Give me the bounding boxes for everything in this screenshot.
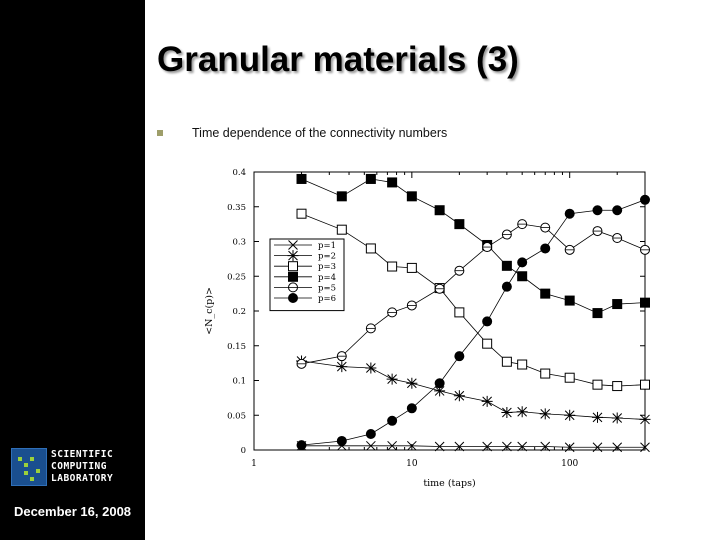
data-point-p4 (366, 174, 375, 183)
data-point-p2 (336, 361, 347, 372)
data-point-p2 (540, 408, 551, 419)
data-point-p6 (297, 441, 306, 450)
data-point-p6 (455, 352, 464, 361)
y-tick-label: 0.1 (232, 376, 246, 387)
data-point-p3 (297, 209, 306, 218)
data-point-p4 (337, 192, 346, 201)
series-line-1 (302, 446, 645, 447)
y-tick-label: 0.3 (232, 237, 246, 248)
data-point-p3 (483, 339, 492, 348)
series-line-3 (302, 214, 645, 386)
logo-line: SCIENTIFIC (51, 449, 114, 460)
x-tick-label: 100 (561, 459, 579, 469)
bullet-marker (157, 130, 163, 136)
data-point-p3 (455, 308, 464, 317)
data-point-p6 (337, 436, 346, 445)
data-point-p4 (641, 298, 650, 307)
legend-marker (289, 262, 298, 271)
legend-marker (288, 250, 299, 261)
series-line-2 (302, 361, 645, 419)
y-tick-label: 0 (240, 446, 246, 456)
data-point-p2 (482, 396, 493, 407)
data-point-p2 (592, 412, 603, 423)
data-point-p6 (407, 404, 416, 413)
logo-mark-icon (11, 448, 47, 486)
data-point-p4 (593, 309, 602, 318)
x-tick-label: 10 (406, 459, 418, 469)
logo-line: LABORATORY (51, 473, 114, 484)
data-point-p2 (564, 410, 575, 421)
x-tick-label: 1 (251, 459, 257, 469)
data-point-p6 (388, 416, 397, 425)
connectivity-chart (190, 160, 660, 495)
data-point-p6 (435, 379, 444, 388)
data-point-p4 (565, 296, 574, 305)
data-point-p2 (517, 406, 528, 417)
legend-marker (289, 272, 298, 281)
date-label: December 16, 2008 (13, 504, 132, 519)
data-point-p3 (337, 225, 346, 234)
legend-label: p=1 (318, 241, 336, 251)
bullet-text: Time dependence of the connectivity numbers (192, 126, 448, 140)
data-point-p6 (613, 206, 622, 215)
data-point-p3 (502, 357, 511, 366)
data-point-p6 (502, 282, 511, 291)
data-point-p3 (613, 382, 622, 391)
data-point-p6 (641, 195, 650, 204)
data-point-p3 (518, 360, 527, 369)
y-axis-label: <N_c(p)> (204, 287, 215, 335)
legend-label: p=4 (318, 272, 336, 283)
data-point-p4 (502, 261, 511, 270)
y-tick-label: 0.25 (227, 272, 246, 283)
data-point-p3 (407, 263, 416, 272)
data-point-p4 (518, 272, 527, 281)
data-point-p4 (297, 174, 306, 183)
series-line-5 (302, 224, 645, 364)
series-line-4 (302, 179, 645, 313)
sidebar (0, 0, 145, 540)
data-point-p4 (613, 300, 622, 309)
scl-logo (11, 448, 132, 486)
legend-label: p=3 (318, 262, 336, 273)
data-point-p6 (483, 317, 492, 326)
slide-title: Granular materials (3) (157, 40, 519, 79)
data-point-p6 (565, 209, 574, 218)
legend-marker (289, 294, 298, 303)
logo-line: COMPUTING (51, 461, 107, 472)
data-point-p2 (365, 362, 376, 373)
data-point-p4 (388, 178, 397, 187)
legend-label: p=2 (318, 251, 336, 262)
data-point-p2 (387, 374, 398, 385)
data-point-p2 (612, 413, 623, 424)
data-point-p2 (501, 407, 512, 418)
data-point-p3 (641, 380, 650, 389)
data-point-p4 (407, 192, 416, 201)
data-point-p2 (454, 390, 465, 401)
y-tick-label: 0.15 (227, 341, 246, 352)
data-point-p2 (406, 378, 417, 389)
y-tick-label: 0.35 (227, 202, 246, 213)
data-point-p3 (388, 262, 397, 271)
data-point-p6 (593, 206, 602, 215)
x-axis-label: time (taps) (423, 478, 476, 489)
y-tick-label: 0.2 (232, 307, 246, 317)
data-point-p3 (593, 380, 602, 389)
data-point-p3 (541, 369, 550, 378)
data-point-p3 (366, 244, 375, 253)
data-point-p6 (541, 244, 550, 253)
data-point-p4 (435, 206, 444, 215)
data-point-p4 (455, 220, 464, 229)
legend-label: p=5 (318, 283, 336, 294)
data-point-p6 (366, 430, 375, 439)
legend-label: p=6 (318, 294, 336, 304)
data-point-p3 (565, 373, 574, 382)
y-tick-label: 0.05 (227, 411, 246, 422)
data-point-p4 (541, 289, 550, 298)
logo-text (51, 449, 113, 485)
data-point-p6 (518, 258, 527, 267)
data-point-p2 (640, 414, 651, 425)
y-tick-label: 0.4 (232, 168, 246, 178)
